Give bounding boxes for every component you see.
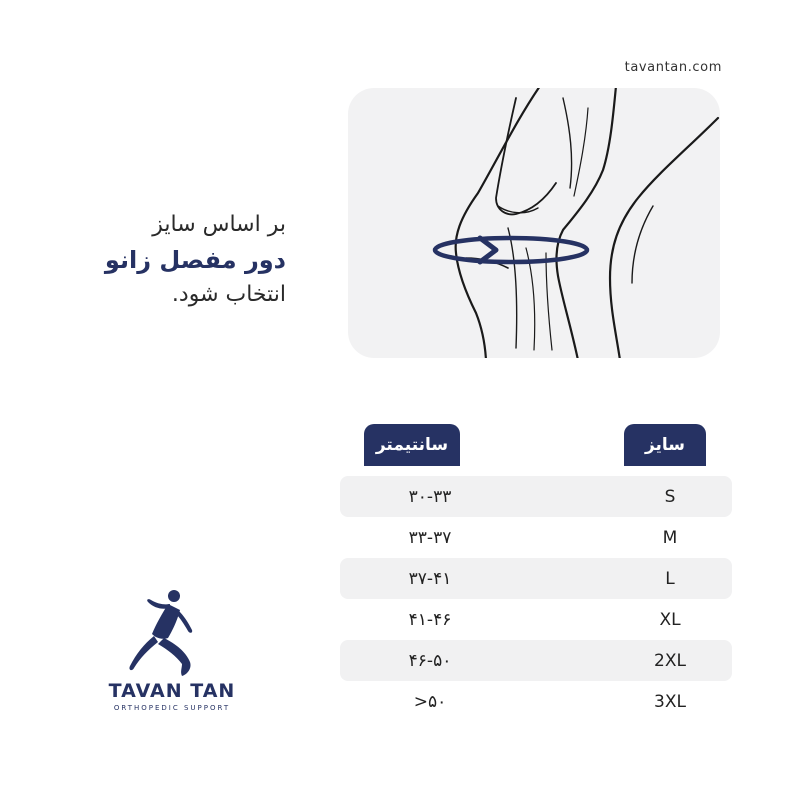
website-url: tavantan.com [624,60,722,75]
instruction-line-1: بر اساس سایز [152,212,286,237]
size-label: S [664,486,676,507]
knee-measurement-illustration-icon [348,88,720,358]
cm-range: ۳۰-۳۳ [408,486,452,507]
cm-range: ۳۳-۳۷ [408,527,452,548]
knee-illustration-panel [348,88,720,358]
size-chart-table [340,476,732,722]
brand-name: TAVAN TAN [108,680,236,702]
size-label: 3XL [654,691,686,712]
brand-tagline: ORTHOPEDIC SUPPORT [113,704,231,712]
cm-range: ۴۶-۵۰ [408,650,452,671]
cm-range: ۴۱-۴۶ [408,609,452,630]
cm-range: ۵۰< [413,691,447,712]
cm-range: ۳۷-۴۱ [408,568,452,589]
table-row [340,476,732,517]
size-label: L [665,568,675,589]
table-row [340,681,732,722]
table-row [340,640,732,681]
instruction-line-2-highlight: دور مفصل زانو [104,246,286,274]
table-row [340,599,732,640]
centimeter-column-header: سانتیمتر [364,424,460,466]
size-label: XL [659,609,681,630]
size-label: M [662,527,678,548]
sizing-instruction [60,208,286,312]
size-label: 2XL [654,650,686,671]
table-row [340,517,732,558]
size-column-header: سایز [624,424,706,466]
table-row [340,558,732,599]
instruction-line-3: انتخاب شود. [171,282,286,307]
